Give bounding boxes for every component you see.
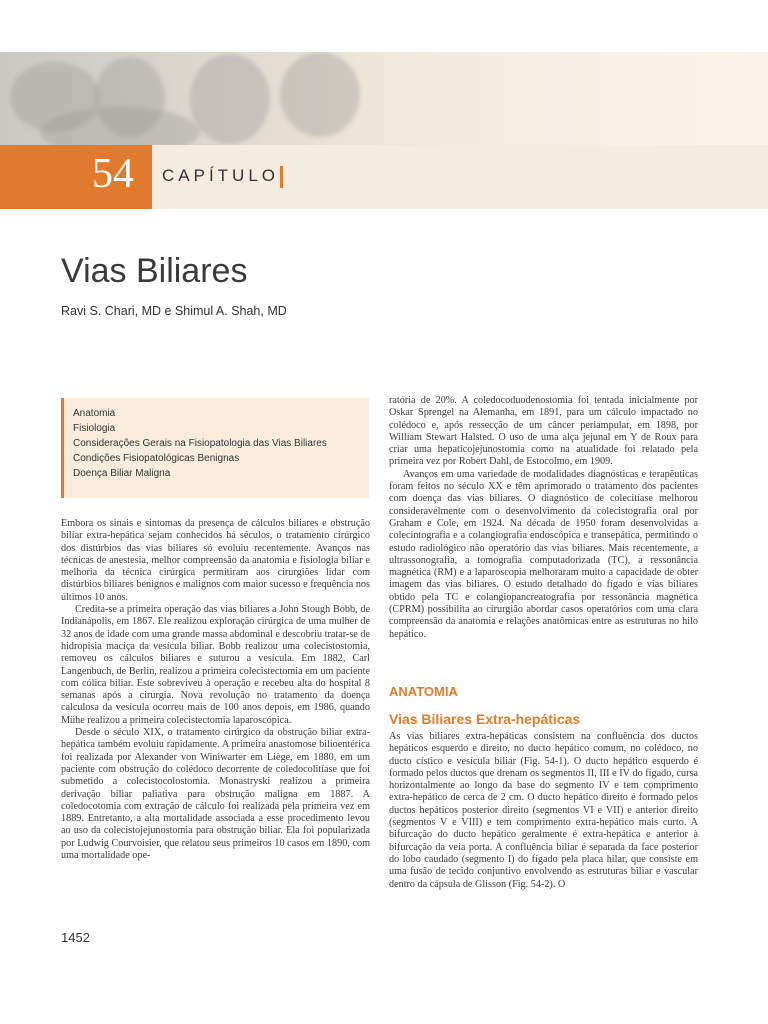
chapter-authors: Ravi S. Chari, MD e Shimul A. Shah, MD — [61, 304, 287, 318]
header-photo-banner — [0, 52, 768, 145]
chapter-title: Vias Biliares — [61, 252, 248, 290]
paragraph: Avanços em uma variedade de modalidades diagnósticas e terapêuticas foram feitos no século XX e têm aprimorado o tratamento dos pacientes com doença das vias biliares. O diagnóstico de colecitíase melhorou consideravelmente com o desenvolvimento da colecistografia oral por Graham e Cole, em 1924. Na década de 1950 foram desenvolvidas a colecintografia e a colangiografia endoscópica e transepática, permitindo o estudo radiológico não operatório das vias biliares. Mais recentemente, a ultrassonografia, a tomografia computadorizada (TC), a ressonância magnética (RM) e a laparoscopia melhoraram muito a capacidade de obter imagem das vias biliares. O estudo detalhado do fígado e vias biliares obtido pela TC e colangiopancreatografia por ressonância magnética (CPRM) possibilita ao cirurgião abordar casos operatórios com uma clara compreensão da anatomia e relações anatômicas entre as estruturas no hilo hepático. — [389, 468, 698, 640]
paragraph: Desde o século XIX, o tratamento cirúrgico da obstrução biliar extra-hepática também evoluiu rapidamente. A primeira anastomose bilioentérica foi realizada por Alexander von Winiwarter em Liège, em 1880, em um paciente com obstrução do colédoco decorrente de coledocolitíase que foi submetido a colecistocolostomia. Monastryski realizou a primeira derivação biliar paliativa para obstrução maligna em 1887. A coledocotomia com extração de cálculo foi realizada pela primeira vez em 1889. Entretanto, a alta mortalidade associada a esse procedimento levou ao uso da colecistojejunostomia para obstrução biliar. Ela foi popularizada por Ludwig Courvoisier, que relatou seus primeiros 10 casos em 1890, com uma mortalidade ope- — [61, 727, 370, 862]
page-number: 1452 — [61, 930, 90, 945]
toc-item: Anatomia — [73, 408, 116, 419]
left-column-text — [61, 518, 370, 862]
chapter-number: 54 — [92, 151, 134, 197]
paragraph: Credita-se a primeira operação das vias biliares a John Stough Bobb, de Indianápolis, em 1867. Ele realizou exploração cirúrgica de uma mulher de 32 anos de idade com uma grande massa abdominal e descobriu tratar-se de hidropisia maciça da vesícula biliar. Bobb realizou uma colecistostomia, removeu os cálculos biliares e suturou a vesícula. Em 1882, Carl Langenbuch, de Berlin, realizou a primeira colecistectomia em um paciente com cólica biliar. Este sobreviveu à operação e recebeu alta do hospital 8 semanas após a cirurgia. Nova revolução no tratamento da doença calculosa da vesícula ocorreu mais de 100 anos depois, em 1986, quando Mühe realizou a primeira colecistectomia laparoscópica. — [61, 604, 370, 726]
chapter-label: CAPÍTULO — [162, 166, 280, 185]
right-column-text — [389, 395, 698, 641]
chapter-contents-box — [61, 398, 369, 498]
toc-item: Doença Biliar Maligna — [73, 468, 171, 479]
paragraph: As vias biliares extra-hepáticas consistem na confluência dos ductos hepáticos esquerdo e direito, no ducto hepático comum, no colédoco, no ducto cístico e vesícula biliar (Fig. 54-1). O ducto hepático esquerdo é formado pelos ductos que drenam os segmentos II, III e IV do fígado, cursa horizontalmente ao longo da base do segmento IV e tem comprimento extra-hepático de cerca de 2 cm. O ducto hepático direito é formado pelos ductos hepáticos posterior direito (segmentos VI e VII) e anterior direito (segmentos V e VIII) e tem comprimento extra-hepático mais curto. A bifurcação do ducto hepático geralmente é extra-hepática e anterior à bifurcação da veia porta. A confluência biliar é separada da face posterior do lobo caudado (segmento I) do fígado pela placa hilar, que consiste em uma fusão de tecido conjuntivo envolvendo as estruturas biliar e vascular dentro da cápsula de Glisson (Fig. 54-2). O — [389, 731, 698, 890]
chapter-divider-bar — [280, 166, 283, 188]
toc-item: Considerações Gerais na Fisiopatologia das Vias Biliares — [73, 438, 327, 449]
toc-item: Fisiologia — [73, 423, 116, 434]
paragraph: Embora os sinais e sintomas da presença de cálculos biliares e obstrução biliar extra-hepática sejam conhecidos há séculos, o tratamento cirúrgico dos distúrbios das vias biliares só evoluiu recentemente. Avanços nas técnicas de anestesia, melhor compreensão da anatomia e fisiologia biliar e melhoria da técnica cirúrgica permitiram aos cirurgiões lidar com distúrbios biliares benignos e malignos com maior sucesso e frequência nos últimos 10 anos. — [61, 518, 370, 603]
paragraph: ratória de 20%. A coledocoduodenostomia foi tentada inicialmente por Oskar Sprengel na Alemanha, em 1891, para um cálculo impactado no colédoco e, após ressecção de um câncer periampular, em 1898, por William Stewart Halsted. O uso de uma alça jejunal em Y de Roux para criar uma hepaticojejunostomia como na atualidade foi relatado pela primeira vez por Robert Dahl, de Estocolmo, em 1909. — [389, 395, 698, 468]
toc-item: Condições Fisiopatológicas Benignas — [73, 453, 240, 464]
right-column-text-continued — [389, 731, 698, 891]
section-heading: ANATOMIA — [389, 684, 458, 699]
subsection-heading: Vias Biliares Extra-hepáticas — [389, 711, 581, 727]
